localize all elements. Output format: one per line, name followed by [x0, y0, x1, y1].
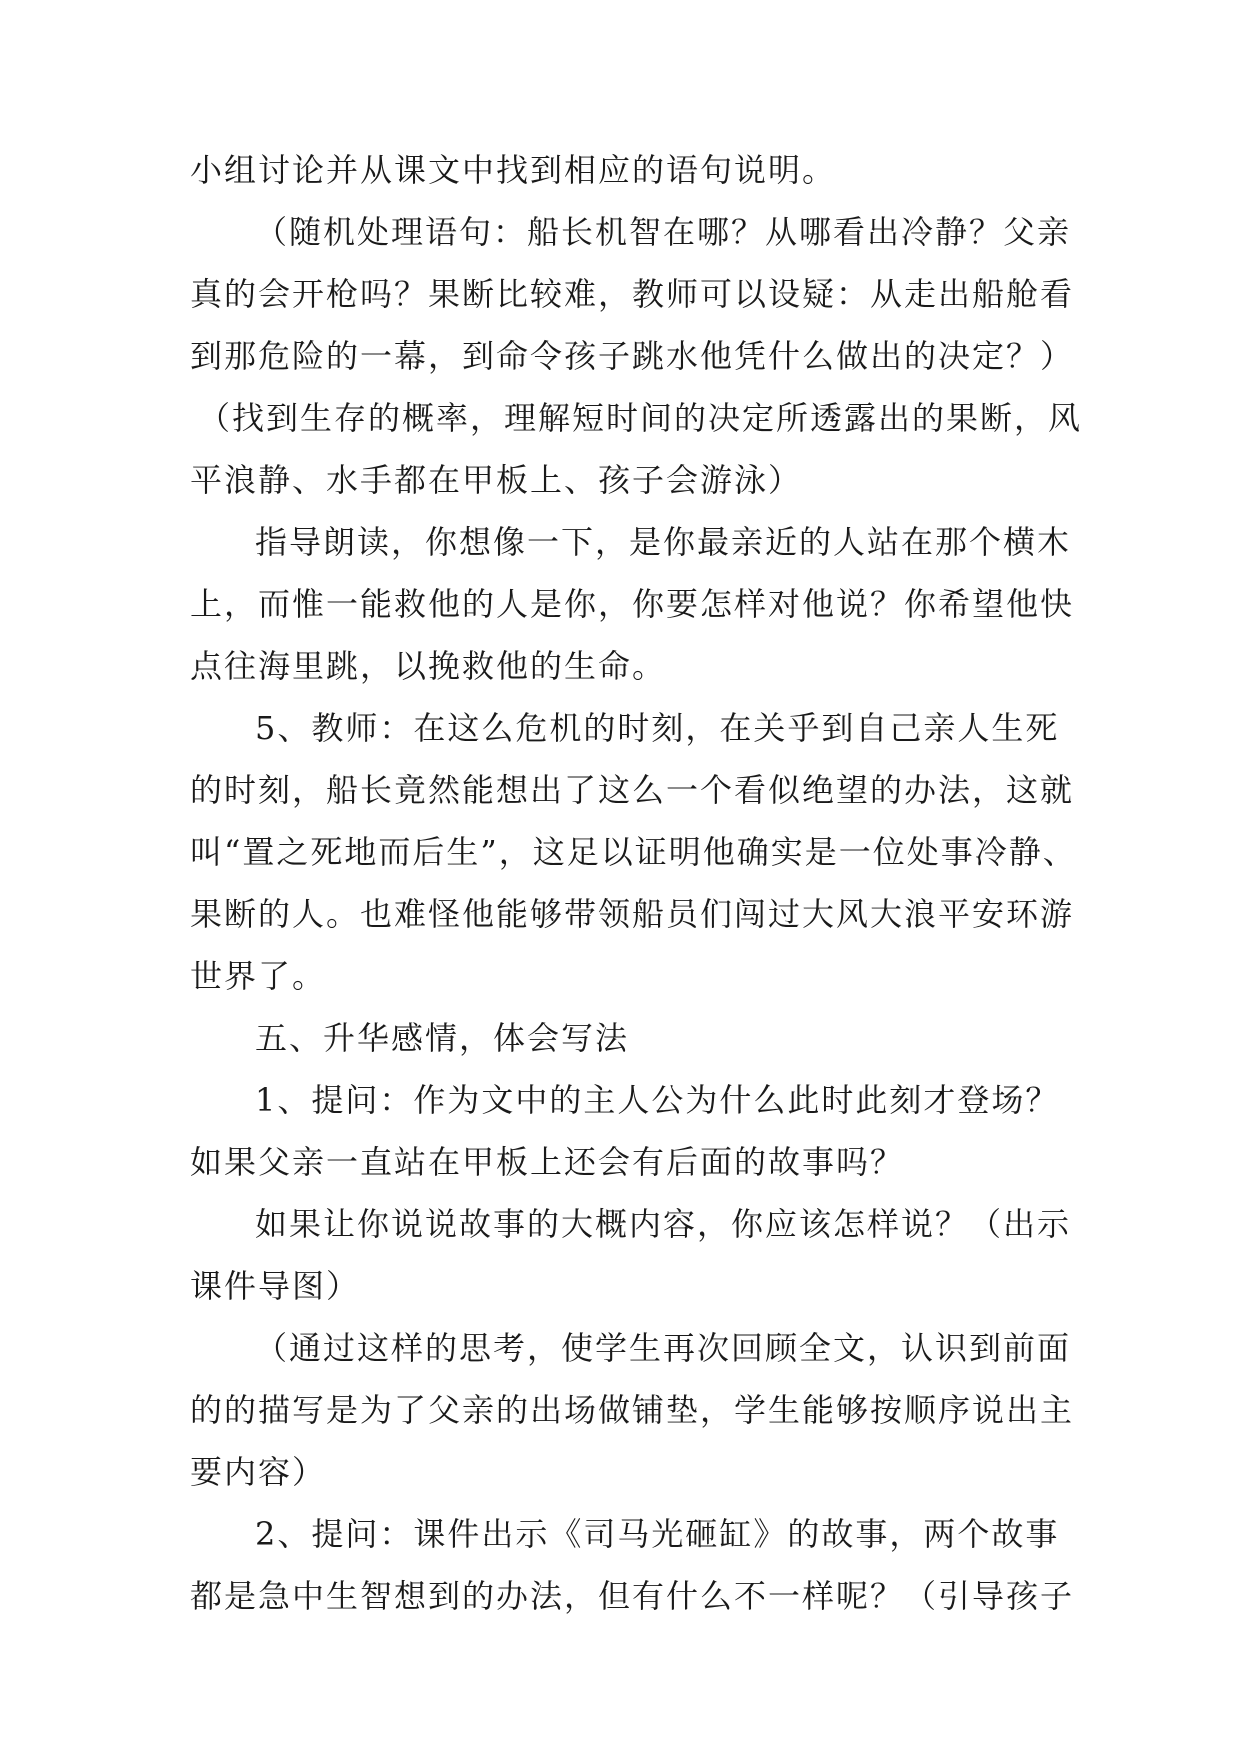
- text-line: 课件导图）: [190, 1267, 361, 1305]
- text-line: 点往海里跳，以挽救他的生命。: [190, 647, 667, 685]
- text-line: 要内容）: [190, 1453, 327, 1491]
- text-line: 的的描写是为了父亲的出场做铺垫，学生能够按顺序说出主: [190, 1391, 1075, 1429]
- text-line: 的时刻，船长竟然能想出了这么一个看似绝望的办法，这就: [190, 771, 1075, 809]
- text-line: 1、提问：作为文中的主人公为什么此时此刻才登场？: [255, 1081, 1060, 1119]
- text-line: 果断的人。也难怪他能够带领船员们闯过大风大浪平安环游: [190, 895, 1075, 933]
- text-line: 都是急中生智想到的办法，但有什么不一样呢？（引导孩子: [190, 1577, 1075, 1615]
- section-heading: 五、升华感情，体会写法: [255, 1019, 630, 1057]
- text-line: 真的会开枪吗？果断比较难，教师可以设疑：从走出船舱看: [190, 275, 1075, 313]
- text-line: 世界了。: [190, 957, 327, 995]
- text-line: （找到生存的概率，理解短时间的决定所透露出的果断，风: [198, 399, 1083, 437]
- text-line: 如果让你说说故事的大概内容，你应该怎样说？（出示: [255, 1205, 1072, 1243]
- text-line: 如果父亲一直站在甲板上还会有后面的故事吗？: [190, 1143, 905, 1181]
- text-line: 2、提问：课件出示《司马光砸缸》的故事，两个故事: [255, 1515, 1060, 1553]
- text-line: 到那危险的一幕，到命令孩子跳水他凭什么做出的决定？）: [190, 337, 1075, 375]
- text-line: 5、教师：在这么危机的时刻，在关乎到自己亲人生死: [255, 709, 1060, 747]
- text-line: 平浪静、水手都在甲板上、孩子会游泳）: [190, 461, 803, 499]
- text-line: 上，而惟一能救他的人是你，你要怎样对他说？你希望他快: [190, 585, 1075, 623]
- text-line: 指导朗读，你想像一下，是你最亲近的人站在那个横木: [255, 523, 1072, 561]
- text-line: （随机处理语句：船长机智在哪？从哪看出冷静？父亲: [255, 213, 1072, 251]
- text-line: （通过这样的思考，使学生再次回顾全文，认识到前面: [255, 1329, 1072, 1367]
- text-line: 叫“置之死地而后生”，这足以证明他确实是一位处事冷静、: [190, 833, 1077, 871]
- text-line: 小组讨论并从课文中找到相应的语句说明。: [190, 151, 837, 189]
